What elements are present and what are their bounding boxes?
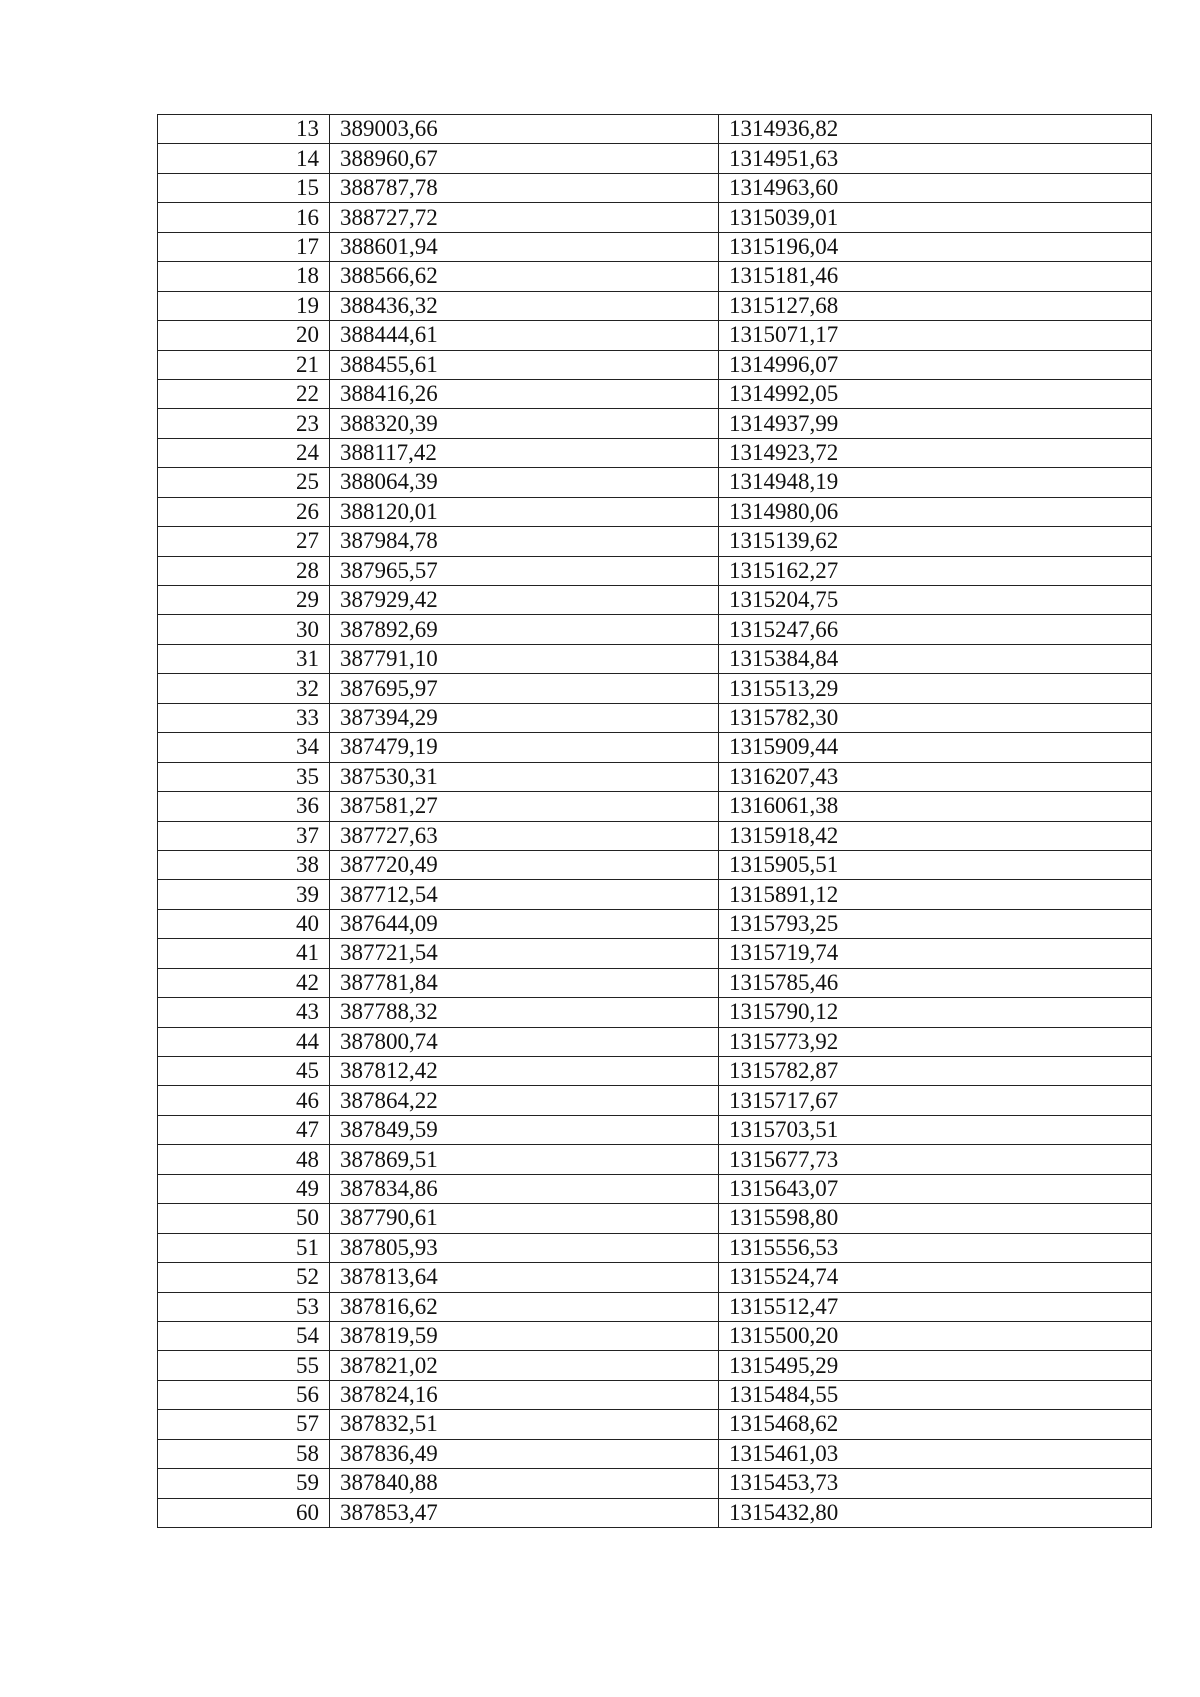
point-number-cell: 37 bbox=[158, 821, 330, 850]
point-number-cell: 13 bbox=[158, 115, 330, 144]
table-row bbox=[158, 232, 1152, 261]
point-number-cell: 27 bbox=[158, 527, 330, 556]
x-coordinate-cell: 387819,59 bbox=[330, 1321, 719, 1350]
point-number-cell: 45 bbox=[158, 1057, 330, 1086]
x-coordinate-cell: 388444,61 bbox=[330, 321, 719, 350]
table-row bbox=[158, 1351, 1152, 1380]
x-coordinate-cell: 388455,61 bbox=[330, 350, 719, 379]
x-coordinate-cell: 388416,26 bbox=[330, 379, 719, 408]
table-row bbox=[158, 762, 1152, 791]
y-coordinate-cell: 1315598,80 bbox=[719, 1204, 1152, 1233]
y-coordinate-cell: 1315453,73 bbox=[719, 1469, 1152, 1498]
table-row bbox=[158, 1086, 1152, 1115]
point-number-cell: 35 bbox=[158, 762, 330, 791]
x-coordinate-cell: 387813,64 bbox=[330, 1263, 719, 1292]
x-coordinate-cell: 387800,74 bbox=[330, 1027, 719, 1056]
y-coordinate-cell: 1315782,30 bbox=[719, 703, 1152, 732]
x-coordinate-cell: 387965,57 bbox=[330, 556, 719, 585]
y-coordinate-cell: 1314996,07 bbox=[719, 350, 1152, 379]
point-number-cell: 38 bbox=[158, 850, 330, 879]
x-coordinate-cell: 387821,02 bbox=[330, 1351, 719, 1380]
y-coordinate-cell: 1315790,12 bbox=[719, 998, 1152, 1027]
point-number-cell: 26 bbox=[158, 497, 330, 526]
point-number-cell: 46 bbox=[158, 1086, 330, 1115]
y-coordinate-cell: 1315717,67 bbox=[719, 1086, 1152, 1115]
y-coordinate-cell: 1315556,53 bbox=[719, 1233, 1152, 1262]
x-coordinate-cell: 387812,42 bbox=[330, 1057, 719, 1086]
point-number-cell: 42 bbox=[158, 968, 330, 997]
table-row bbox=[158, 939, 1152, 968]
x-coordinate-cell: 387840,88 bbox=[330, 1469, 719, 1498]
x-coordinate-cell: 387892,69 bbox=[330, 615, 719, 644]
table-row bbox=[158, 1321, 1152, 1350]
y-coordinate-cell: 1315793,25 bbox=[719, 909, 1152, 938]
table-row bbox=[158, 1469, 1152, 1498]
y-coordinate-cell: 1315524,74 bbox=[719, 1263, 1152, 1292]
point-number-cell: 55 bbox=[158, 1351, 330, 1380]
point-number-cell: 49 bbox=[158, 1174, 330, 1203]
x-coordinate-cell: 388064,39 bbox=[330, 468, 719, 497]
y-coordinate-cell: 1315484,55 bbox=[719, 1380, 1152, 1409]
y-coordinate-cell: 1315782,87 bbox=[719, 1057, 1152, 1086]
y-coordinate-cell: 1315719,74 bbox=[719, 939, 1152, 968]
x-coordinate-cell: 387791,10 bbox=[330, 644, 719, 673]
y-coordinate-cell: 1314992,05 bbox=[719, 379, 1152, 408]
table-row bbox=[158, 144, 1152, 173]
x-coordinate-cell: 387790,61 bbox=[330, 1204, 719, 1233]
table-row bbox=[158, 644, 1152, 673]
table-row bbox=[158, 909, 1152, 938]
point-number-cell: 23 bbox=[158, 409, 330, 438]
x-coordinate-cell: 387394,29 bbox=[330, 703, 719, 732]
x-coordinate-cell: 387834,86 bbox=[330, 1174, 719, 1203]
x-coordinate-cell: 387849,59 bbox=[330, 1115, 719, 1144]
x-coordinate-cell: 388436,32 bbox=[330, 291, 719, 320]
table-row bbox=[158, 1057, 1152, 1086]
table-row bbox=[158, 409, 1152, 438]
x-coordinate-cell: 387721,54 bbox=[330, 939, 719, 968]
table-row bbox=[158, 115, 1152, 144]
y-coordinate-cell: 1315071,17 bbox=[719, 321, 1152, 350]
point-number-cell: 28 bbox=[158, 556, 330, 585]
x-coordinate-cell: 389003,66 bbox=[330, 115, 719, 144]
y-coordinate-cell: 1314980,06 bbox=[719, 497, 1152, 526]
x-coordinate-cell: 387864,22 bbox=[330, 1086, 719, 1115]
y-coordinate-cell: 1315461,03 bbox=[719, 1439, 1152, 1468]
point-number-cell: 43 bbox=[158, 998, 330, 1027]
point-number-cell: 33 bbox=[158, 703, 330, 732]
table-row bbox=[158, 379, 1152, 408]
table-row bbox=[158, 1204, 1152, 1233]
point-number-cell: 51 bbox=[158, 1233, 330, 1262]
x-coordinate-cell: 388727,72 bbox=[330, 203, 719, 232]
table-row bbox=[158, 438, 1152, 467]
point-number-cell: 60 bbox=[158, 1498, 330, 1527]
table-row bbox=[158, 1145, 1152, 1174]
table-row bbox=[158, 792, 1152, 821]
table-row bbox=[158, 586, 1152, 615]
point-number-cell: 36 bbox=[158, 792, 330, 821]
point-number-cell: 53 bbox=[158, 1292, 330, 1321]
table-row bbox=[158, 968, 1152, 997]
table-row bbox=[158, 203, 1152, 232]
point-number-cell: 16 bbox=[158, 203, 330, 232]
point-number-cell: 39 bbox=[158, 880, 330, 909]
x-coordinate-cell: 388566,62 bbox=[330, 262, 719, 291]
x-coordinate-cell: 388320,39 bbox=[330, 409, 719, 438]
y-coordinate-cell: 1315204,75 bbox=[719, 586, 1152, 615]
point-number-cell: 52 bbox=[158, 1263, 330, 1292]
x-coordinate-cell: 388601,94 bbox=[330, 232, 719, 261]
y-coordinate-cell: 1315127,68 bbox=[719, 291, 1152, 320]
y-coordinate-cell: 1315162,27 bbox=[719, 556, 1152, 585]
table-row bbox=[158, 527, 1152, 556]
point-number-cell: 50 bbox=[158, 1204, 330, 1233]
x-coordinate-cell: 387816,62 bbox=[330, 1292, 719, 1321]
y-coordinate-cell: 1315512,47 bbox=[719, 1292, 1152, 1321]
y-coordinate-cell: 1315500,20 bbox=[719, 1321, 1152, 1350]
y-coordinate-cell: 1314951,63 bbox=[719, 144, 1152, 173]
table-row bbox=[158, 821, 1152, 850]
y-coordinate-cell: 1315247,66 bbox=[719, 615, 1152, 644]
coordinates-table bbox=[157, 114, 1152, 1528]
table-row bbox=[158, 998, 1152, 1027]
y-coordinate-cell: 1315909,44 bbox=[719, 733, 1152, 762]
y-coordinate-cell: 1315384,84 bbox=[719, 644, 1152, 673]
x-coordinate-cell: 387788,32 bbox=[330, 998, 719, 1027]
y-coordinate-cell: 1315196,04 bbox=[719, 232, 1152, 261]
x-coordinate-cell: 387727,63 bbox=[330, 821, 719, 850]
table-row bbox=[158, 1292, 1152, 1321]
table-row bbox=[158, 1174, 1152, 1203]
x-coordinate-cell: 387836,49 bbox=[330, 1439, 719, 1468]
table-row bbox=[158, 262, 1152, 291]
x-coordinate-cell: 388117,42 bbox=[330, 438, 719, 467]
x-coordinate-cell: 387712,54 bbox=[330, 880, 719, 909]
y-coordinate-cell: 1315703,51 bbox=[719, 1115, 1152, 1144]
x-coordinate-cell: 388960,67 bbox=[330, 144, 719, 173]
table-row bbox=[158, 850, 1152, 879]
point-number-cell: 21 bbox=[158, 350, 330, 379]
y-coordinate-cell: 1315891,12 bbox=[719, 880, 1152, 909]
point-number-cell: 41 bbox=[158, 939, 330, 968]
y-coordinate-cell: 1314963,60 bbox=[719, 173, 1152, 202]
point-number-cell: 58 bbox=[158, 1439, 330, 1468]
y-coordinate-cell: 1315513,29 bbox=[719, 674, 1152, 703]
y-coordinate-cell: 1315432,80 bbox=[719, 1498, 1152, 1527]
point-number-cell: 57 bbox=[158, 1410, 330, 1439]
table-row bbox=[158, 1380, 1152, 1409]
table-row bbox=[158, 497, 1152, 526]
point-number-cell: 31 bbox=[158, 644, 330, 673]
point-number-cell: 22 bbox=[158, 379, 330, 408]
x-coordinate-cell: 387869,51 bbox=[330, 1145, 719, 1174]
table-row bbox=[158, 880, 1152, 909]
point-number-cell: 29 bbox=[158, 586, 330, 615]
point-number-cell: 15 bbox=[158, 173, 330, 202]
table-row bbox=[158, 173, 1152, 202]
table-row bbox=[158, 1439, 1152, 1468]
table-row bbox=[158, 1115, 1152, 1144]
point-number-cell: 59 bbox=[158, 1469, 330, 1498]
y-coordinate-cell: 1315139,62 bbox=[719, 527, 1152, 556]
point-number-cell: 48 bbox=[158, 1145, 330, 1174]
table-row bbox=[158, 674, 1152, 703]
table-row bbox=[158, 556, 1152, 585]
y-coordinate-cell: 1315468,62 bbox=[719, 1410, 1152, 1439]
point-number-cell: 17 bbox=[158, 232, 330, 261]
y-coordinate-cell: 1314948,19 bbox=[719, 468, 1152, 497]
point-number-cell: 54 bbox=[158, 1321, 330, 1350]
point-number-cell: 25 bbox=[158, 468, 330, 497]
point-number-cell: 44 bbox=[158, 1027, 330, 1056]
table-row bbox=[158, 733, 1152, 762]
x-coordinate-cell: 387479,19 bbox=[330, 733, 719, 762]
x-coordinate-cell: 387824,16 bbox=[330, 1380, 719, 1409]
x-coordinate-cell: 387695,97 bbox=[330, 674, 719, 703]
x-coordinate-cell: 388787,78 bbox=[330, 173, 719, 202]
point-number-cell: 40 bbox=[158, 909, 330, 938]
x-coordinate-cell: 387644,09 bbox=[330, 909, 719, 938]
x-coordinate-cell: 388120,01 bbox=[330, 497, 719, 526]
y-coordinate-cell: 1315918,42 bbox=[719, 821, 1152, 850]
table-row bbox=[158, 1498, 1152, 1527]
y-coordinate-cell: 1315905,51 bbox=[719, 850, 1152, 879]
point-number-cell: 34 bbox=[158, 733, 330, 762]
x-coordinate-cell: 387984,78 bbox=[330, 527, 719, 556]
table-row bbox=[158, 321, 1152, 350]
table-row bbox=[158, 703, 1152, 732]
point-number-cell: 32 bbox=[158, 674, 330, 703]
table-row bbox=[158, 1410, 1152, 1439]
y-coordinate-cell: 1314923,72 bbox=[719, 438, 1152, 467]
y-coordinate-cell: 1314936,82 bbox=[719, 115, 1152, 144]
y-coordinate-cell: 1315181,46 bbox=[719, 262, 1152, 291]
table-row bbox=[158, 1027, 1152, 1056]
point-number-cell: 18 bbox=[158, 262, 330, 291]
x-coordinate-cell: 387720,49 bbox=[330, 850, 719, 879]
table-row bbox=[158, 468, 1152, 497]
y-coordinate-cell: 1316061,38 bbox=[719, 792, 1152, 821]
y-coordinate-cell: 1315785,46 bbox=[719, 968, 1152, 997]
point-number-cell: 14 bbox=[158, 144, 330, 173]
y-coordinate-cell: 1315773,92 bbox=[719, 1027, 1152, 1056]
point-number-cell: 30 bbox=[158, 615, 330, 644]
point-number-cell: 19 bbox=[158, 291, 330, 320]
point-number-cell: 24 bbox=[158, 438, 330, 467]
point-number-cell: 56 bbox=[158, 1380, 330, 1409]
x-coordinate-cell: 387530,31 bbox=[330, 762, 719, 791]
y-coordinate-cell: 1315643,07 bbox=[719, 1174, 1152, 1203]
x-coordinate-cell: 387805,93 bbox=[330, 1233, 719, 1262]
y-coordinate-cell: 1315495,29 bbox=[719, 1351, 1152, 1380]
y-coordinate-cell: 1314937,99 bbox=[719, 409, 1152, 438]
x-coordinate-cell: 387781,84 bbox=[330, 968, 719, 997]
x-coordinate-cell: 387929,42 bbox=[330, 586, 719, 615]
x-coordinate-cell: 387581,27 bbox=[330, 792, 719, 821]
y-coordinate-cell: 1315677,73 bbox=[719, 1145, 1152, 1174]
coordinates-table-body bbox=[158, 115, 1152, 1528]
table-row bbox=[158, 1263, 1152, 1292]
y-coordinate-cell: 1315039,01 bbox=[719, 203, 1152, 232]
table-row bbox=[158, 350, 1152, 379]
point-number-cell: 47 bbox=[158, 1115, 330, 1144]
table-row bbox=[158, 1233, 1152, 1262]
table-row bbox=[158, 291, 1152, 320]
x-coordinate-cell: 387832,51 bbox=[330, 1410, 719, 1439]
x-coordinate-cell: 387853,47 bbox=[330, 1498, 719, 1527]
point-number-cell: 20 bbox=[158, 321, 330, 350]
table-row bbox=[158, 615, 1152, 644]
y-coordinate-cell: 1316207,43 bbox=[719, 762, 1152, 791]
